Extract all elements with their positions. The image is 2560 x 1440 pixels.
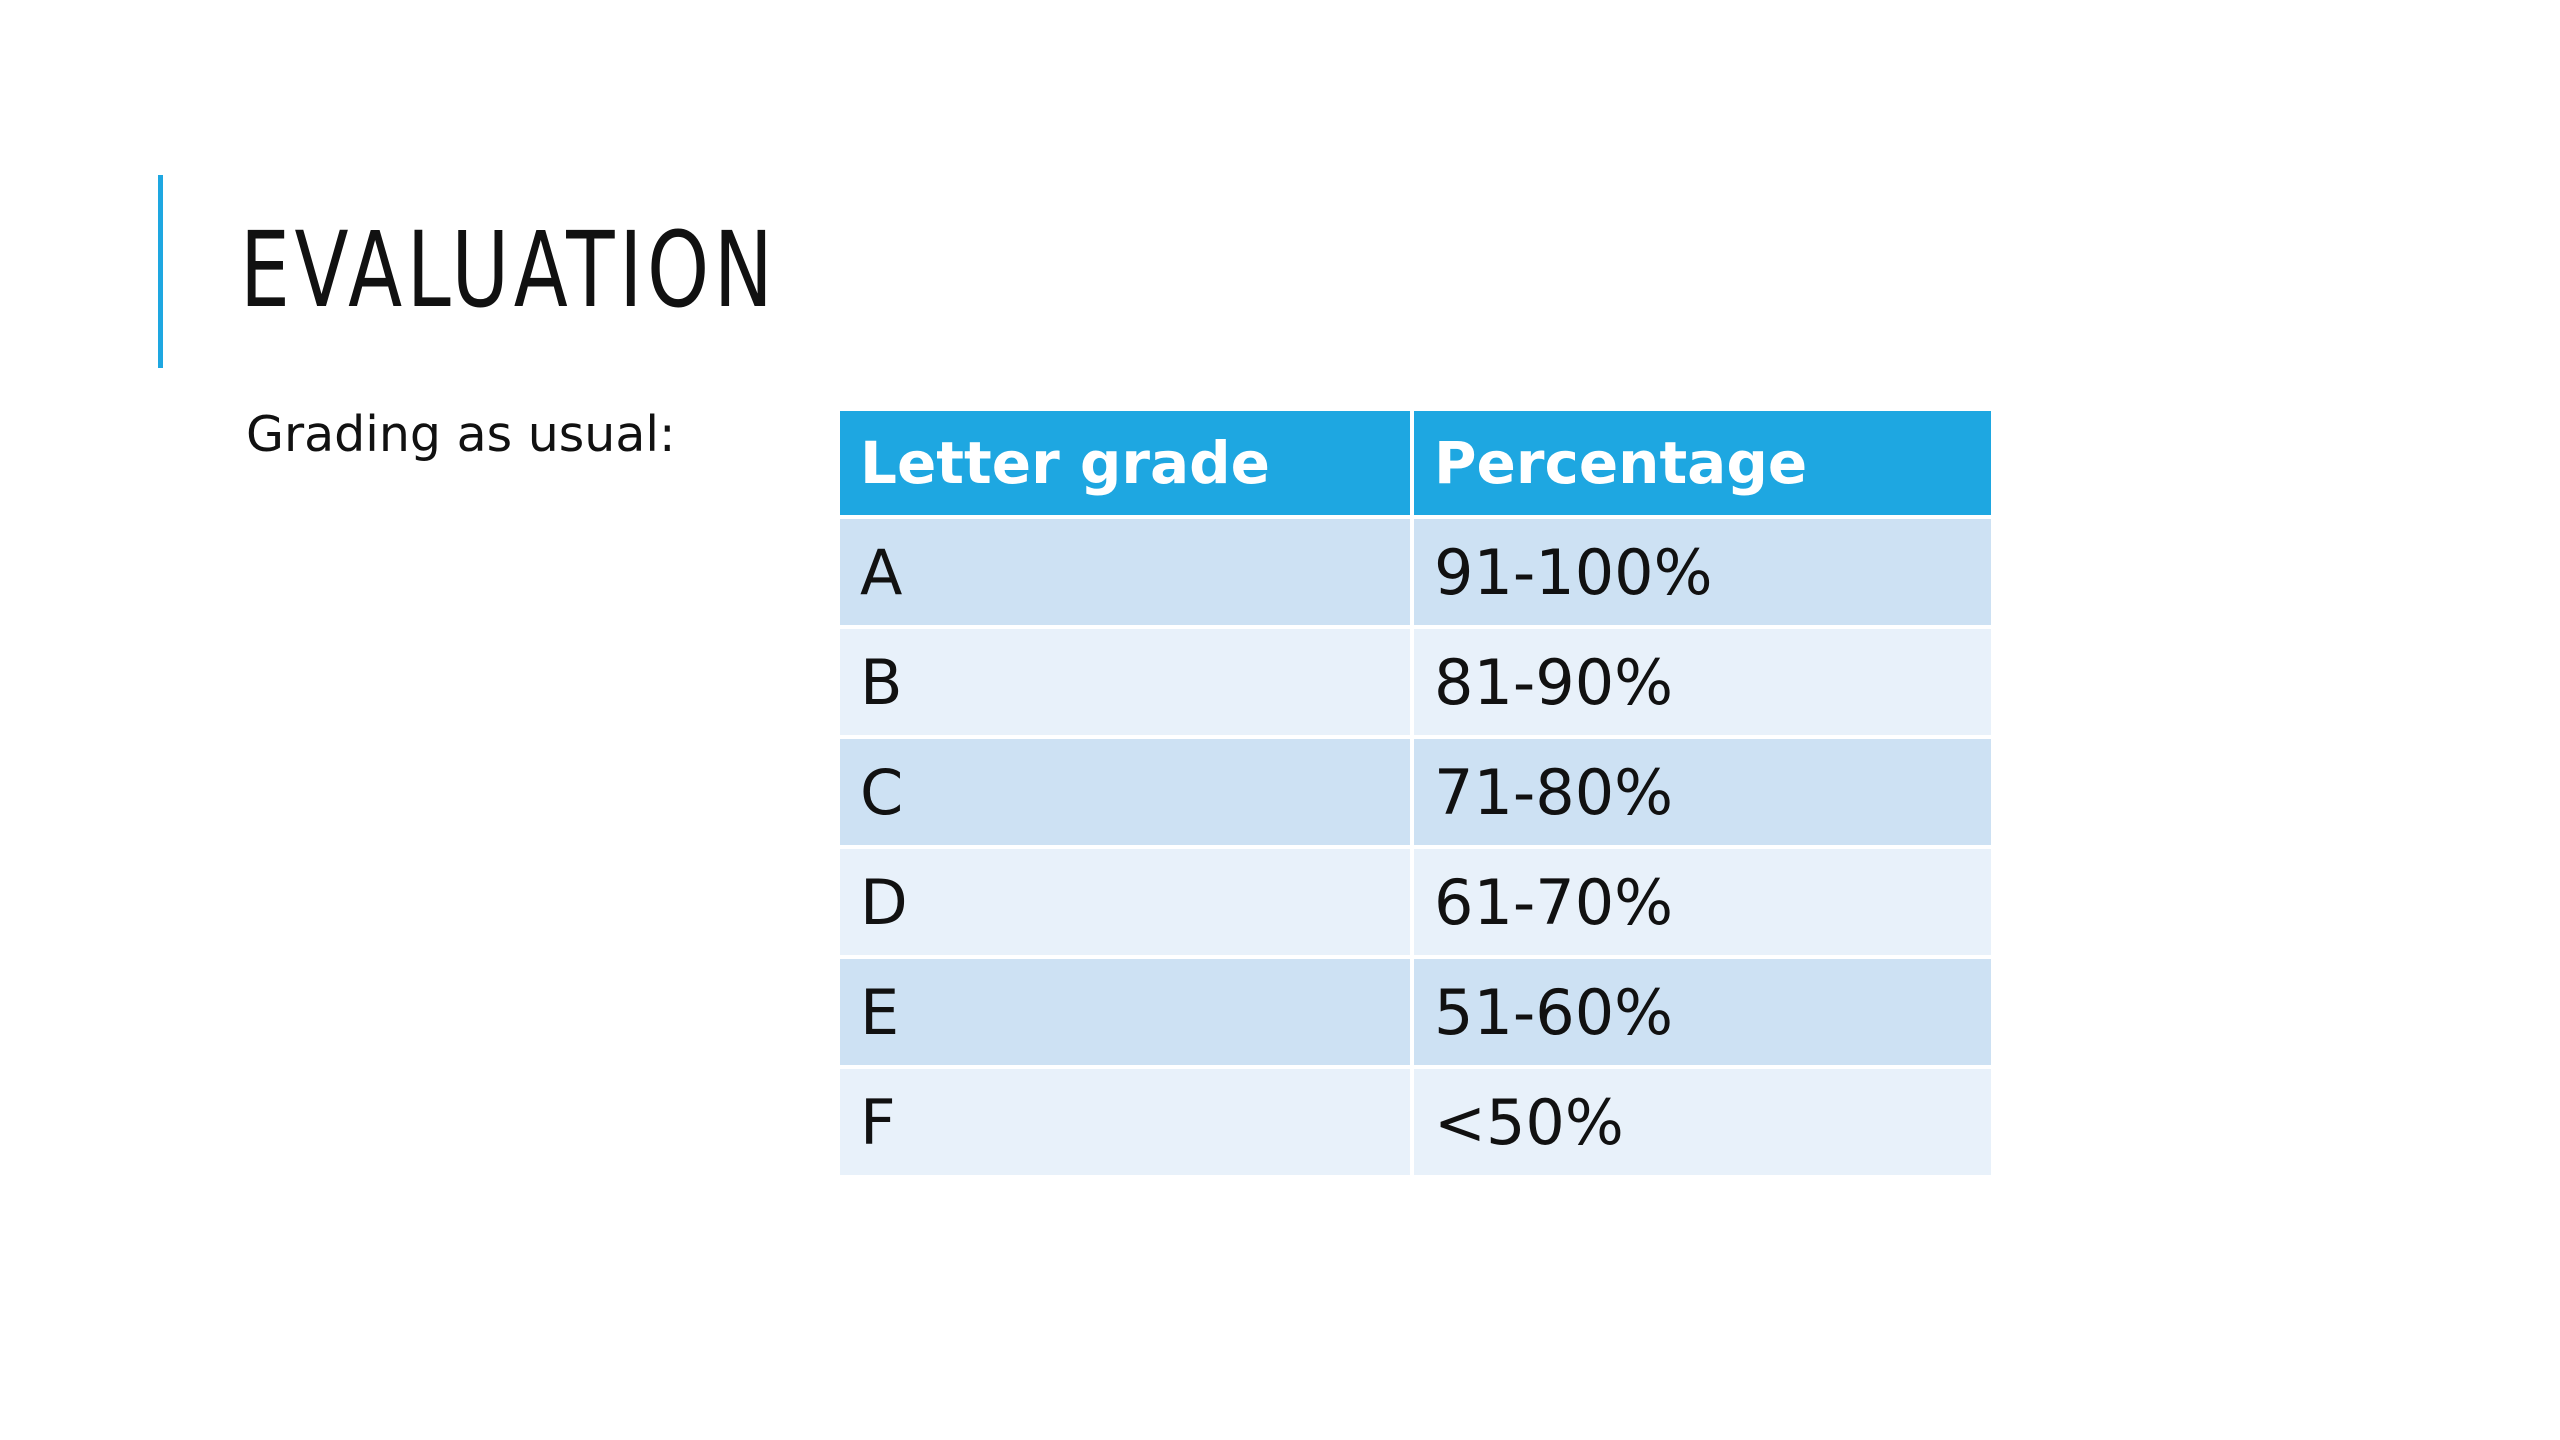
percentage-cell: <50% xyxy=(1414,1069,1991,1179)
letter-grade-cell: F xyxy=(840,1069,1414,1179)
title-accent-bar xyxy=(158,175,163,368)
table-row xyxy=(840,629,1991,739)
slide-title: EVALUATION xyxy=(240,209,778,331)
table-row xyxy=(840,959,1991,1069)
table-header-row xyxy=(840,411,1991,519)
percentage-cell: 71-80% xyxy=(1414,739,1991,849)
column-header-letter-grade: Letter grade xyxy=(840,411,1414,519)
percentage-cell: 81-90% xyxy=(1414,629,1991,739)
table-row xyxy=(840,1069,1991,1179)
letter-grade-cell: C xyxy=(840,739,1414,849)
table-row xyxy=(840,519,1991,629)
letter-grade-cell: D xyxy=(840,849,1414,959)
column-header-percentage: Percentage xyxy=(1414,411,1991,519)
table-row xyxy=(840,739,1991,849)
letter-grade-cell: A xyxy=(840,519,1414,629)
percentage-cell: 91-100% xyxy=(1414,519,1991,629)
intro-text: Grading as usual: xyxy=(246,406,676,463)
percentage-cell: 51-60% xyxy=(1414,959,1991,1069)
table-row xyxy=(840,849,1991,959)
percentage-cell: 61-70% xyxy=(1414,849,1991,959)
letter-grade-cell: E xyxy=(840,959,1414,1069)
grade-table xyxy=(840,411,1991,1179)
letter-grade-cell: B xyxy=(840,629,1414,739)
